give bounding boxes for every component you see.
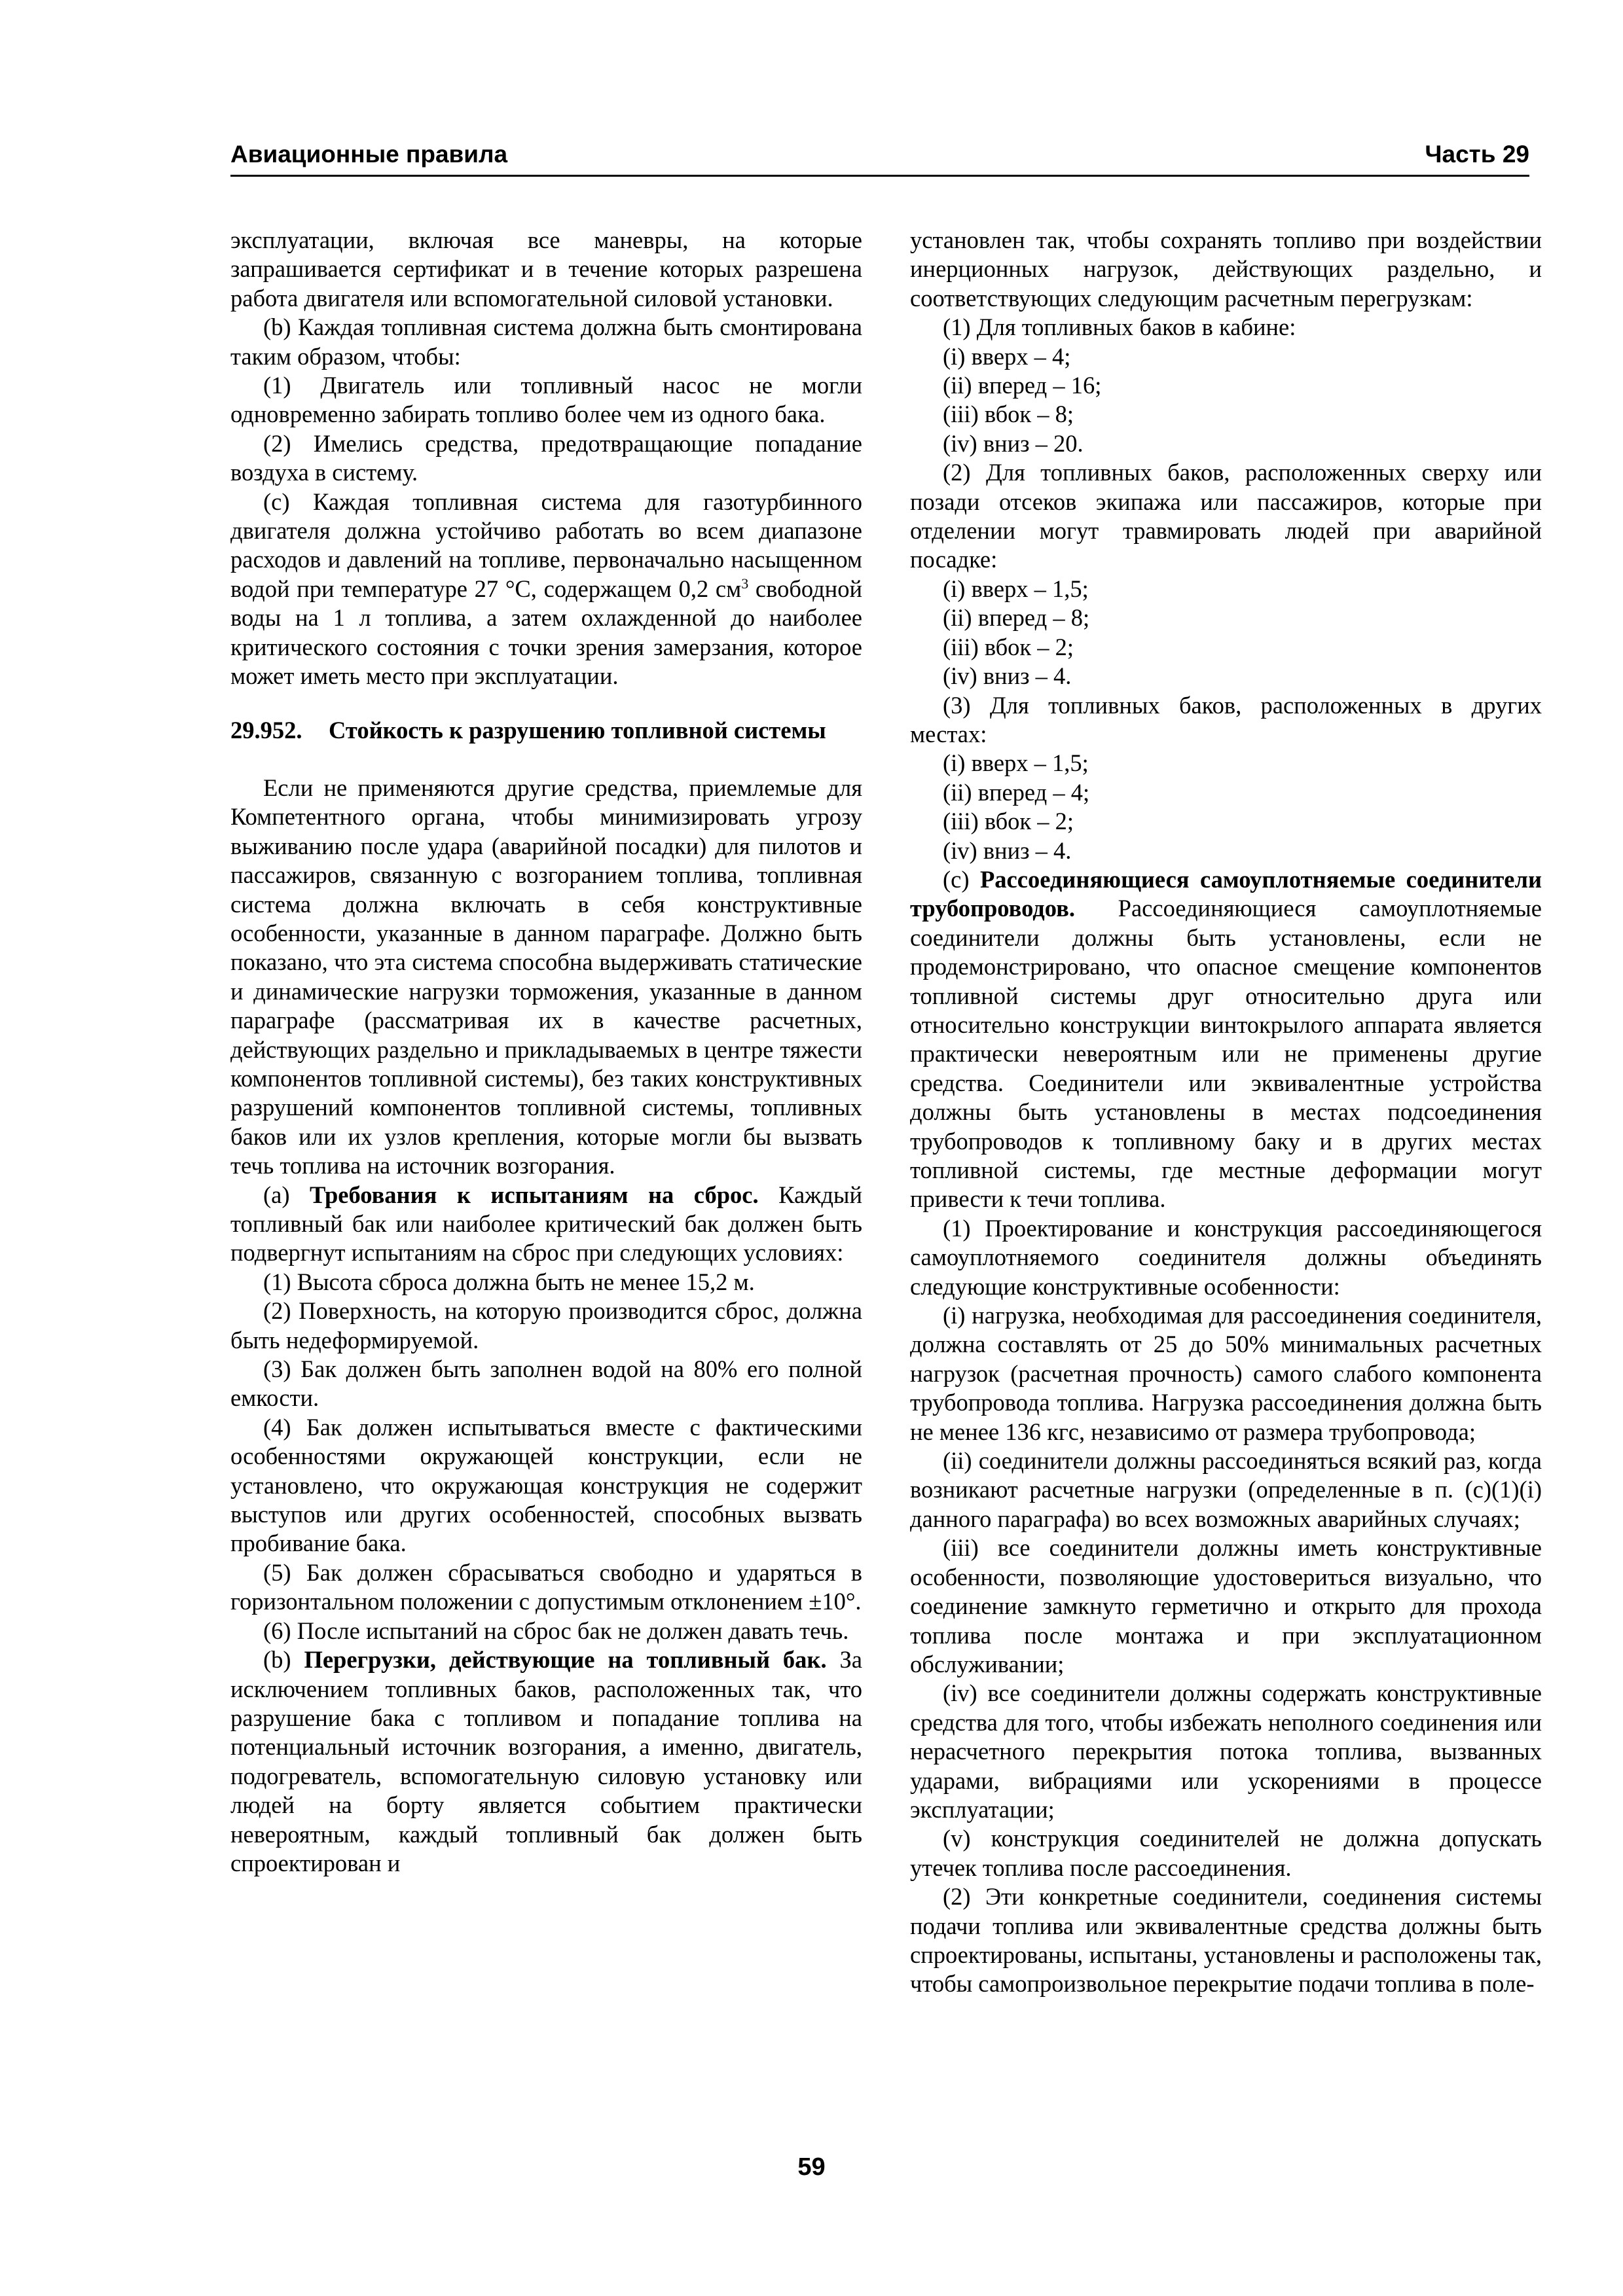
- list-item: (ii) вперед – 8;: [943, 604, 1090, 632]
- item-label: (b): [263, 1646, 304, 1674]
- text: За исключением топливных баков, расположенных так, что разрушение бака с топливом и попадание топлива на потенциальный источник возгорания, а именно, двигатель, подогреватель, вспомогательную силовую установку или людей на борту является событием практически невероятным, каждый топливный бак должен быть спроектирован и: [230, 1646, 862, 1876]
- header-title: Авиационные правила: [230, 141, 508, 168]
- header-part: Часть 29: [1425, 141, 1529, 168]
- bold-lead: Рассоединяющиеся самоуплотняемые соединители трубопроводов.: [910, 865, 1542, 922]
- text: свободной воды на 1 л топлива, а затем охлажденной до наиболее критического состояния с точки зрения замерзания, которое может иметь место при эксплуатации.: [230, 575, 863, 690]
- bold-lead: Перегрузки, действующие на топливный бак.: [304, 1646, 827, 1674]
- paragraph: (2) Для топливных баков, расположенных сверху или позади отсеков экипажа или пассажиров, которые при отделении могут травмировать людей при аварийной посадке:: [910, 459, 1542, 573]
- paragraph: (5) Бак должен сбрасываться свободно и ударяться в горизонтальном положении с допустимым отклонением ±10°.: [230, 1558, 862, 1615]
- paragraph: [230, 488, 862, 691]
- section-title: Стойкость к разрушению топливной системы: [329, 716, 826, 744]
- paragraph: [910, 865, 1542, 1214]
- section-number: 29.952.: [230, 716, 302, 744]
- paragraph: (b) Каждая топливная система должна быть смонтирована таким образом, чтобы:: [230, 314, 862, 370]
- paragraph: [230, 1645, 862, 1878]
- paragraph: (v) конструкция соединителей не должна допускать утечек топлива после рассоединения.: [910, 1825, 1542, 1881]
- paragraph: (1) Проектирование и конструкция рассоединяющегося самоуплотняемого соединителя должны объединять следующие конструктивные особенности:: [910, 1214, 1542, 1300]
- paragraph: (3) Для топливных баков, расположенных в других местах:: [910, 691, 1542, 747]
- paragraph: эксплуатации, включая все маневры, на которые запрашивается сертификат и в течение которых разрешена работа двигателя или вспомогательной силовой установки.: [230, 226, 862, 312]
- paragraph: [230, 1181, 862, 1268]
- list-item: (iv) вниз – 4.: [943, 836, 1072, 864]
- left-column: [230, 226, 862, 1878]
- page-number: 59: [797, 2153, 826, 2181]
- paragraph: (iv) все соединители должны содержать конструктивные средства для того, чтобы избежать неполного соединения или нерасчетного перекрытия потока топлива, вызванных ударами, вибрациями или ускорениями в процессе эксплуатации;: [910, 1679, 1542, 1823]
- list-item: (iii) вбок – 2;: [943, 808, 1074, 835]
- list-item: (i) вверх – 1,5;: [943, 749, 1089, 777]
- paragraph: Если не применяются другие средства, приемлемые для Компетентного органа, чтобы минимизировать угрозу выживанию после удара (аварийной посадки) для пилотов и пассажиров, связанную с возгоранием топлива, топливная система должна включать в себя конструктивные особенности, указанные в данном параграфе. Должно быть показано, что эта система способна выдерживать статические и динамические нагрузки торможения, указанные в данном параграфе (рассматривая их в качестве расчетных, действующих раздельно и прикладываемых в центре тяжести компонентов топливной системы), без таких конструктивных разрушений компонентов топливной системы, топливных баков или их узлов крепления, которые могли бы вызвать течь топлива на источник возгорания.: [230, 774, 862, 1179]
- list-item: (i) вверх – 4;: [943, 342, 1071, 370]
- paragraph: (1) Высота сброса должна быть не менее 15,2 м.: [263, 1268, 755, 1295]
- list-item: (iv) вниз – 4.: [943, 662, 1072, 690]
- section-heading: [230, 716, 862, 745]
- paragraph: (iii) все соединители должны иметь конструктивные особенности, позволяющие удостовериться визуально, что соединение замкнуто герметично и открыто для прохода топлива после монтажа и при эксплуатационном обслуживании;: [910, 1534, 1542, 1677]
- superscript: 3: [741, 575, 749, 592]
- bold-lead: Требования к испытаниям на сброс.: [310, 1181, 759, 1208]
- item-label: (c): [943, 865, 980, 893]
- paragraph: (2) Поверхность, на которую производится сброс, должна быть недеформируемой.: [230, 1297, 862, 1354]
- right-column: [910, 226, 1542, 1999]
- item-label: (a): [263, 1181, 310, 1208]
- paragraph: (1) Для топливных баков в кабине:: [943, 314, 1296, 341]
- paragraph: установлен так, чтобы сохранять топливо при воздействии инерционных нагрузок, действующих раздельно, и соответствующих следующим расчетным перегрузкам:: [910, 226, 1542, 312]
- list-item: (ii) вперед – 4;: [943, 778, 1090, 806]
- list-item: (iii) вбок – 8;: [943, 401, 1074, 428]
- list-item: (iv) вниз – 20.: [943, 429, 1084, 457]
- paragraph: (i) нагрузка, необходимая для рассоединения соединителя, должна составлять от 25 до 50% минимальных расчетных нагрузок (расчетная прочность) самого слабого компонента трубопровода топлива. Нагрузка рассоединения должна быть не менее 136 кгс, независимо от размера трубопровода;: [910, 1302, 1542, 1445]
- text: Рассоединяющиеся самоуплотняемые соединители должны быть установлены, если не продемонстрировано, что опасное смещение компонентов топливной системы друг относительно друга или относительно конструкции винтокрылого аппарата является практически невероятным или не применены другие средства. Соединители или эквивалентные устройства должны быть установлены в местах подсоединения трубопроводов к топливному баку и в других местах топливной системы, где местные деформации могут привести к течи топлива.: [910, 895, 1542, 1213]
- paragraph: (4) Бак должен испытываться вместе с фактическими особенностями окружающей конструкции, если не установлено, что окружающая конструкция не содержит выступов или других особенностей, способных вызвать пробивание бака.: [230, 1413, 862, 1557]
- paragraph: (3) Бак должен быть заполнен водой на 80% его полной емкости.: [230, 1355, 862, 1412]
- paragraph: (2) Эти конкретные соединители, соединения системы подачи топлива или эквивалентные средства должны быть спроектированы, испытаны, установлены и расположены так, чтобы самопроизвольное перекрытие подачи топлива в поле-: [910, 1883, 1542, 1998]
- paragraph: (2) Имелись средства, предотвращающие попадание воздуха в систему.: [230, 429, 862, 486]
- paragraph: (6) После испытаний на сброс бак не должен давать течь.: [263, 1617, 849, 1644]
- paragraph: (ii) соединители должны рассоединяться всякий раз, когда возникают расчетные нагрузки (определенные в п. (c)(1)(i) данного параграфа) во всех возможных аварийных случаях;: [910, 1447, 1542, 1532]
- list-item: (iii) вбок – 2;: [943, 633, 1074, 660]
- text: Каждый топливный бак или наиболее критический бак должен быть подвергнут испытаниям на сброс при следующих условиях:: [230, 1181, 862, 1266]
- list-item: (i) вверх – 1,5;: [943, 575, 1089, 602]
- running-header: [230, 134, 1529, 177]
- list-item: (ii) вперед – 16;: [943, 372, 1102, 399]
- text: (c) Каждая топливная система для газотурбинного двигателя должна устойчиво работать во всем диапазоне расходов и давлений на топливе, первоначально насыщенном водой при температуре 27 °С, содержащем 0,2 см: [230, 488, 862, 602]
- paragraph: (1) Двигатель или топливный насос не могли одновременно забирать топливо более чем из одного бака.: [230, 372, 862, 428]
